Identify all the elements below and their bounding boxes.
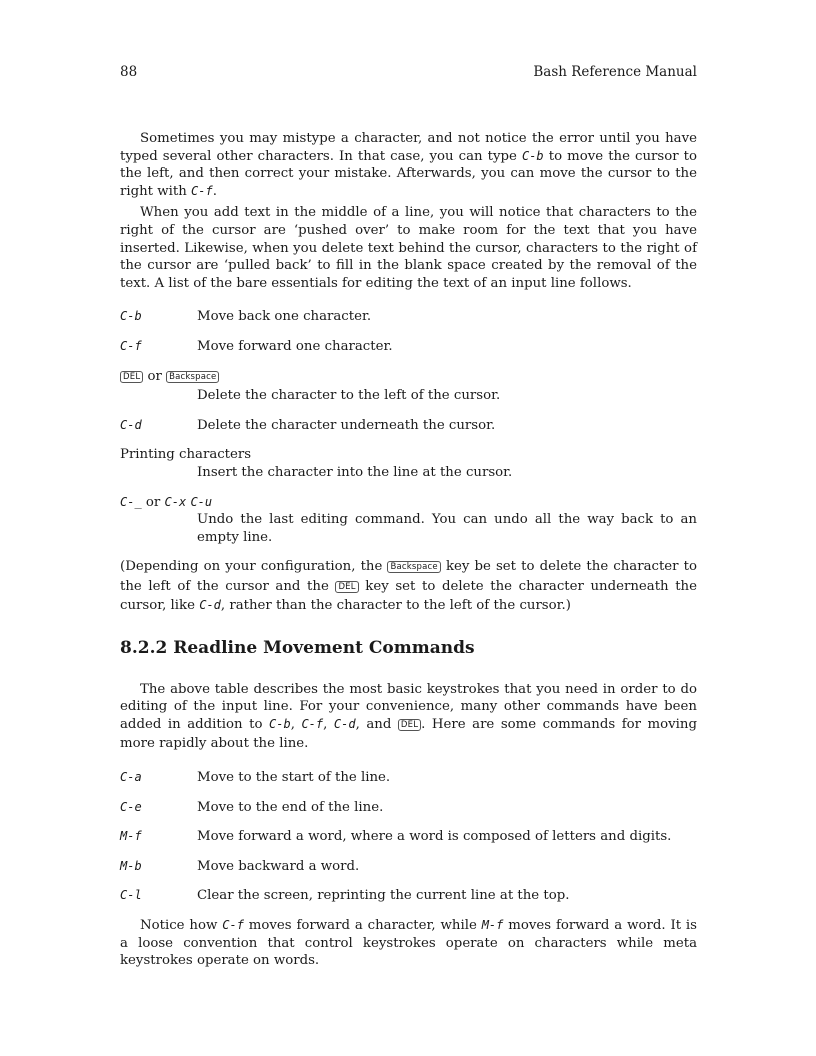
text: or — [145, 494, 161, 510]
keystroke: C-f — [222, 918, 244, 932]
table-row — [120, 446, 697, 481]
text: , rather than the character to the left of the cursor.) — [220, 598, 571, 614]
key-description: Insert the character into the line at the cursor. — [197, 464, 513, 480]
key-label: C-b — [120, 309, 142, 324]
key-label: C-l — [120, 888, 142, 903]
text: key be set to delete the character to the left of the cursor and the — [120, 559, 697, 594]
section-heading-wrap — [120, 640, 697, 658]
key-description: Delete the character to the left of the cursor. — [197, 388, 501, 404]
key-label: C-d — [120, 417, 142, 432]
keystroke: C-b — [269, 716, 291, 731]
key-label — [120, 494, 697, 512]
kbd-del: DEL — [398, 719, 421, 731]
table-row — [120, 368, 697, 405]
text: . Here are some commands for moving more rapidly about the line. — [120, 716, 697, 752]
key-description: Delete the character underneath the cursor. — [197, 417, 496, 433]
table-row — [120, 858, 697, 876]
key-description: Move forward one character. — [197, 338, 393, 354]
intro-paragraph-1 — [120, 130, 697, 200]
key-label: M-b — [120, 858, 142, 873]
kbd-del: DEL — [120, 371, 143, 383]
keystroke: C-d — [333, 716, 356, 731]
text: (Depending on your configuration, the — [120, 559, 388, 575]
keystroke: C-d — [199, 598, 221, 613]
text: , — [323, 716, 334, 732]
kbd-backspace: Backspace — [166, 371, 219, 383]
key-description: Move to the start of the line. — [197, 770, 391, 786]
text: moves forward a word. It is a loose convention that control keystrokes operate on characters while meta keystrokes operate on words. — [120, 918, 697, 969]
manual-title: Bash Reference Manual — [533, 64, 697, 80]
key-label: C-a — [120, 770, 142, 785]
text: Sometimes you may mistype a character, and not notice the error until you have typed several other characters. In that case, you can type — [120, 131, 697, 164]
text: or — [147, 368, 162, 384]
key-description: Undo the last editing command. You can undo all the way back to an empty line. — [197, 512, 697, 545]
text: Notice how — [140, 918, 223, 933]
key-description: Move forward a word, where a word is composed of letters and digits. — [197, 829, 672, 845]
section-paragraph-2 — [120, 917, 697, 970]
page-number: 88 — [120, 64, 138, 80]
table-row — [120, 308, 697, 326]
text: key set to delete the character underneath the cursor, like — [120, 578, 697, 614]
kbd-backspace: Backspace — [387, 561, 440, 573]
text: moves forward a character, while — [243, 918, 482, 933]
table-row — [120, 338, 697, 356]
key-label: Printing characters — [120, 447, 252, 463]
key-label: C-e — [120, 799, 142, 814]
keystroke: C-f — [191, 183, 213, 198]
keystroke: C-b — [521, 148, 544, 163]
text: , and — [355, 716, 398, 732]
kbd-del: DEL — [335, 581, 358, 593]
keystroke: M-f — [481, 918, 504, 932]
table-row — [120, 799, 697, 817]
table-row — [120, 417, 697, 435]
keystroke: C-u — [190, 494, 213, 509]
key-description: Move back one character. — [197, 309, 372, 325]
table-row — [120, 769, 697, 787]
key-description: Move to the end of the line. — [197, 799, 384, 815]
text: to move the cursor to the left, and then correct your mistake. Afterwards, you can move the cursor to the right with — [120, 148, 697, 199]
section-paragraph-1 — [120, 681, 697, 753]
section-heading: 8.2.2 Readline Movement Commands — [120, 638, 475, 659]
config-note — [120, 558, 697, 615]
movement-keys-table — [120, 769, 697, 905]
page — [120, 0, 697, 1056]
text: . — [212, 183, 217, 199]
table-row — [120, 828, 697, 846]
text: , — [290, 716, 302, 732]
table-row — [120, 887, 697, 905]
basic-keys-table — [120, 308, 697, 546]
key-label — [120, 368, 697, 388]
page-body — [120, 130, 697, 970]
key-description: Clear the screen, reprinting the current line at the top. — [197, 888, 570, 904]
table-row — [120, 494, 697, 547]
key-label: C-f — [120, 338, 142, 353]
intro-paragraph-2: When you add text in the middle of a line, you will notice that characters to the right of the cursor are ‘pushed over’ to make room for the text that you have inserted. Likewise, when you delete text behind the cursor, characters to the right of the cursor are ‘pulled back’ to fill in the blank space created by the removal of the text. A list of the bare essentials for editing the text of an input line follows. — [120, 205, 697, 291]
keystroke: C-_ — [120, 494, 142, 509]
key-description: Move backward a word. — [197, 858, 360, 874]
keystroke: C-x — [164, 494, 187, 509]
key-label: M-f — [120, 829, 142, 844]
keystroke: C-f — [301, 716, 324, 731]
text: The above table describes the most basic keystrokes that you need in order to do editing of the input line. For your convenience, many other commands have been added in addition to — [120, 681, 697, 732]
